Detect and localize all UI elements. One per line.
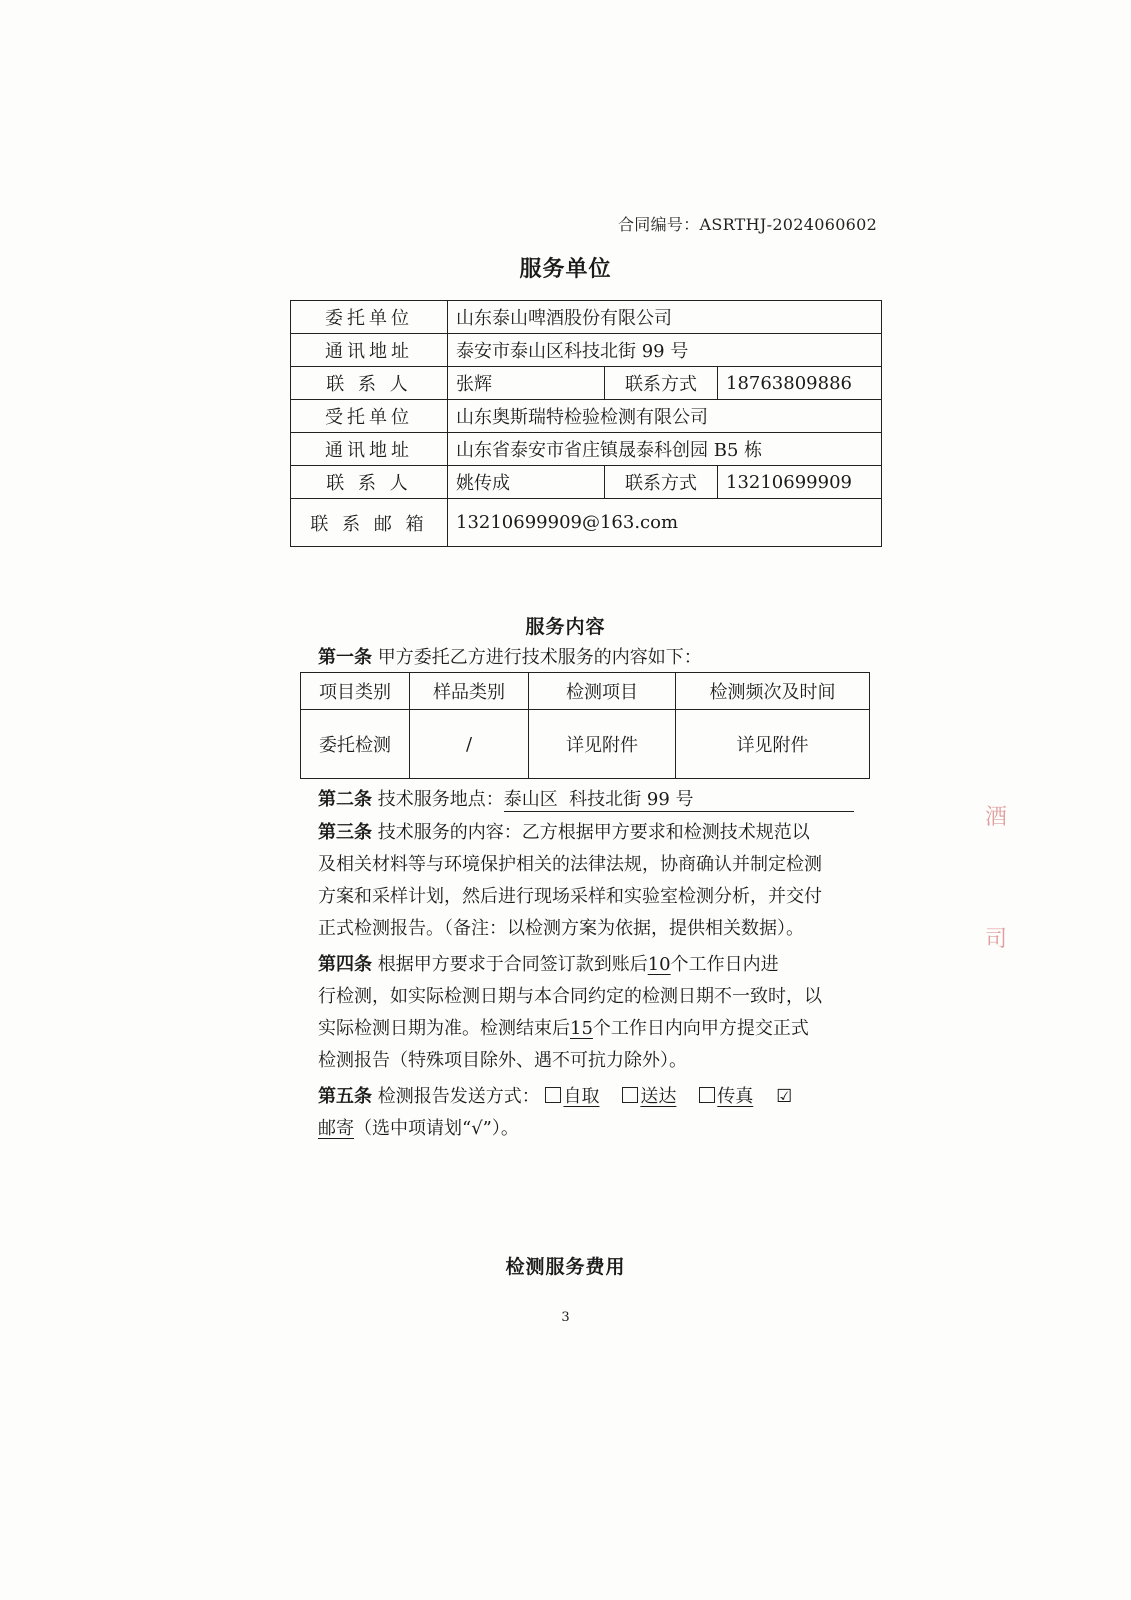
client-phone-label: 联系方式 <box>605 367 718 400</box>
table-row <box>291 433 882 466</box>
article-2 <box>318 784 886 816</box>
article-3-line-1: 技术服务的内容：乙方根据甲方要求和检测技术规范以 <box>377 822 810 843</box>
service-location: 泰山区 科技北街 99 号 <box>504 789 854 812</box>
agent-address-value: 山东省泰安市省庄镇晟泰科创园 B5 栋 <box>448 433 882 466</box>
checkbox-fax[interactable] <box>699 1087 715 1103</box>
email-label: 联 系 邮 箱 <box>291 499 448 547</box>
article-3 <box>318 817 886 945</box>
table-row <box>291 499 882 547</box>
article-4-line-1a: 根据甲方要求于合同签订款到账后 <box>377 954 648 975</box>
client-contact-value: 张辉 <box>448 367 605 400</box>
cell-frequency-time: 详见附件 <box>676 710 870 779</box>
checkbox-self-pickup[interactable] <box>545 1087 561 1103</box>
cell-project-type: 委托检测 <box>301 710 410 779</box>
service-content-table <box>300 672 870 779</box>
option-mail: 邮寄 <box>318 1118 354 1139</box>
header-sample-type: 样品类别 <box>410 673 529 710</box>
client-phone-value: 18763809886 <box>718 367 882 400</box>
checkbox-mail-checked-icon[interactable]: ☑ <box>776 1086 793 1107</box>
agent-phone-label: 联系方式 <box>605 466 718 499</box>
article-5 <box>318 1081 886 1145</box>
section-title-service-fee: 检测服务费用 <box>505 1256 626 1278</box>
article-4-line-1b: 个工作日内进 <box>670 954 779 975</box>
article-4-line-2: 行检测，如实际检测日期与本合同约定的检测日期不一致时，以 <box>318 986 822 1007</box>
days-to-start: 10 <box>647 954 671 975</box>
article-2-text: 技术服务地点： <box>377 789 504 810</box>
client-contact-label: 联 系 人 <box>291 367 448 400</box>
client-label: 委托单位 <box>291 301 448 334</box>
section-title-service-content: 服务内容 <box>525 616 606 638</box>
checkbox-delivery[interactable] <box>622 1087 638 1103</box>
article-2-label: 第二条 <box>318 789 372 810</box>
article-5-note: （选中项请划“√”）。 <box>354 1118 519 1139</box>
table-row <box>291 466 882 499</box>
service-unit-table <box>290 300 882 547</box>
seal-fragment-bottom: 司 <box>985 927 1008 952</box>
cell-test-item: 详见附件 <box>529 710 676 779</box>
days-to-report: 15 <box>570 1018 593 1039</box>
article-3-line-3: 方案和采样计划，然后进行现场采样和实验室检测分析，并交付 <box>318 886 822 907</box>
agent-label: 受托单位 <box>291 400 448 433</box>
table-row <box>301 710 870 779</box>
agent-contact-value: 姚传成 <box>448 466 605 499</box>
email-value: 13210699909@163.com <box>448 499 882 547</box>
cell-sample-type: / <box>410 710 529 779</box>
page-number: 3 <box>561 1310 570 1325</box>
option-delivery: 送达 <box>640 1086 677 1107</box>
agent-phone-value: 13210699909 <box>718 466 882 499</box>
agent-value: 山东奥斯瑞特检验检测有限公司 <box>448 400 882 433</box>
header-frequency-time: 检测频次及时间 <box>676 673 870 710</box>
header-project-type: 项目类别 <box>301 673 410 710</box>
table-row <box>291 334 882 367</box>
article-5-text: 检测报告发送方式： <box>377 1086 540 1107</box>
contract-number: 合同编号：ASRTHJ-2024060602 <box>618 215 878 234</box>
table-header-row <box>301 673 870 710</box>
agent-address-label: 通讯地址 <box>291 433 448 466</box>
article-4-line-3a: 实际检测日期为准。检测结束后 <box>318 1018 570 1039</box>
client-address-label: 通讯地址 <box>291 334 448 367</box>
article-1-text: 甲方委托乙方进行技术服务的内容如下： <box>377 647 702 668</box>
client-address-value: 泰安市泰山区科技北街 99 号 <box>448 334 882 367</box>
header-test-item: 检测项目 <box>529 673 676 710</box>
article-1 <box>318 642 886 674</box>
option-fax: 传真 <box>717 1086 754 1107</box>
article-1-label: 第一条 <box>318 647 372 668</box>
table-row <box>291 400 882 433</box>
client-value: 山东泰山啤酒股份有限公司 <box>448 301 882 334</box>
article-5-label: 第五条 <box>318 1086 372 1107</box>
article-4-label: 第四条 <box>318 954 372 975</box>
table-row <box>291 367 882 400</box>
article-4-line-4: 检测报告（特殊项目除外、遇不可抗力除外）。 <box>318 1050 687 1071</box>
option-self-pickup: 自取 <box>563 1086 600 1107</box>
article-3-line-4: 正式检测报告。（备注：以检测方案为依据，提供相关数据）。 <box>318 918 804 939</box>
seal-fragment-top: 酒 <box>985 805 1008 830</box>
section-title-service-unit: 服务单位 <box>519 256 612 282</box>
agent-contact-label: 联 系 人 <box>291 466 448 499</box>
article-4 <box>318 949 886 1077</box>
article-4-line-3b: 个工作日内向甲方提交正式 <box>592 1018 809 1039</box>
table-row <box>291 301 882 334</box>
article-3-line-2: 及相关材料等与环境保护相关的法律法规，协商确认并制定检测 <box>318 854 822 875</box>
article-3-label: 第三条 <box>318 822 372 843</box>
